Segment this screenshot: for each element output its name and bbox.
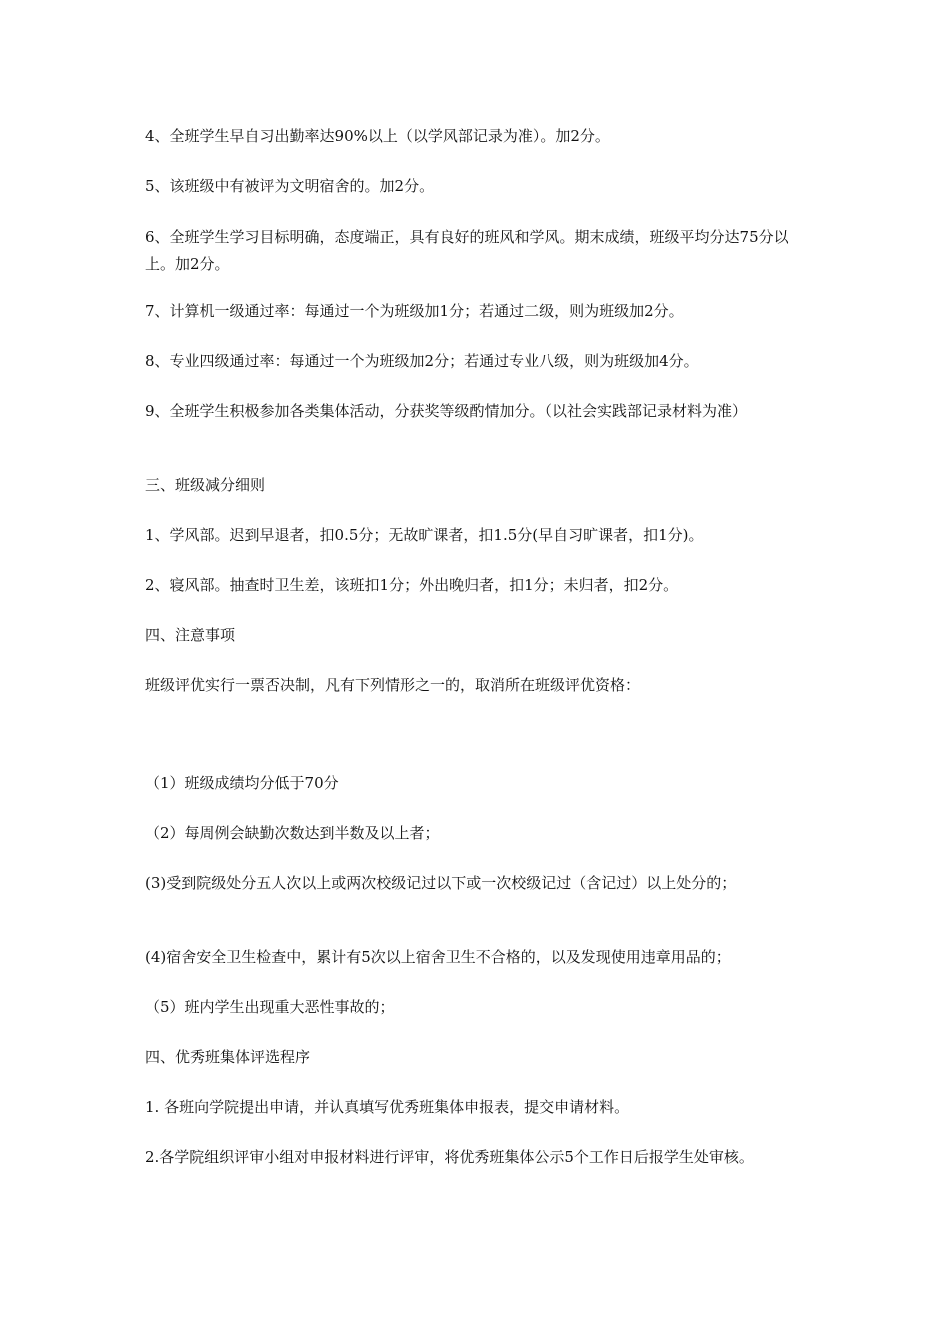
veto-condition-4: (4)宿舍安全卫生检查中，累计有5次以上宿舍卫生不合格的，以及发现使用违章用品的； bbox=[145, 948, 731, 966]
section-heading-notes: 四、注意事项 bbox=[145, 626, 236, 644]
deduction-item-2: 2、寝风部。抽查时卫生差，该班扣1分；外出晚归者，扣1分；未归者，扣2分。 bbox=[145, 576, 679, 594]
bonus-item-5: 5、该班级中有被评为文明宿舍的。加2分。 bbox=[145, 177, 435, 195]
bonus-item-7: 7、计算机一级通过率：每通过一个为班级加1分；若通过二级，则为班级加2分。 bbox=[145, 302, 684, 320]
section-heading-procedure: 四、优秀班集体评选程序 bbox=[145, 1048, 311, 1066]
bonus-item-4: 4、全班学生早自习出勤率达90%以上（以学风部记录为准）。加2分。 bbox=[145, 127, 610, 145]
procedure-step-2: 2.各学院组织评审小组对申报材料进行评审，将优秀班集体公示5个工作日后报学生处审核。 bbox=[145, 1148, 754, 1166]
veto-condition-2: （2）每周例会缺勤次数达到半数及以上者； bbox=[145, 824, 440, 842]
deduction-item-1: 1、学风部。迟到早退者，扣0.5分；无故旷课者，扣1.5分(早自习旷课者，扣1分)。 bbox=[145, 526, 704, 544]
veto-condition-5: （5）班内学生出现重大恶性事故的； bbox=[145, 998, 395, 1016]
procedure-step-1: 1. 各班向学院提出申请，并认真填写优秀班集体申报表，提交申请材料。 bbox=[145, 1098, 630, 1116]
veto-rule-intro: 班级评优实行一票否决制，凡有下列情形之一的，取消所在班级评优资格： bbox=[145, 676, 641, 694]
bonus-item-9: 9、全班学生积极参加各类集体活动，分获奖等级酌情加分。（以社会实践部记录材料为准） bbox=[145, 402, 748, 420]
bonus-item-8: 8、专业四级通过率：每通过一个为班级加2分；若通过专业八级，则为班级加4分。 bbox=[145, 352, 699, 370]
veto-condition-1: （1）班级成绩均分低于70分 bbox=[145, 774, 339, 792]
section-heading-deduction: 三、班级减分细则 bbox=[145, 476, 266, 494]
veto-condition-3: (3)受到院级处分五人次以上或两次校级记过以下或一次校级记过（含记过）以上处分的； bbox=[145, 874, 737, 892]
bonus-item-6: 6、全班学生学习目标明确，态度端正，具有良好的班风和学风。期末成绩，班级平均分达75分以上。加2分。 bbox=[145, 228, 789, 273]
